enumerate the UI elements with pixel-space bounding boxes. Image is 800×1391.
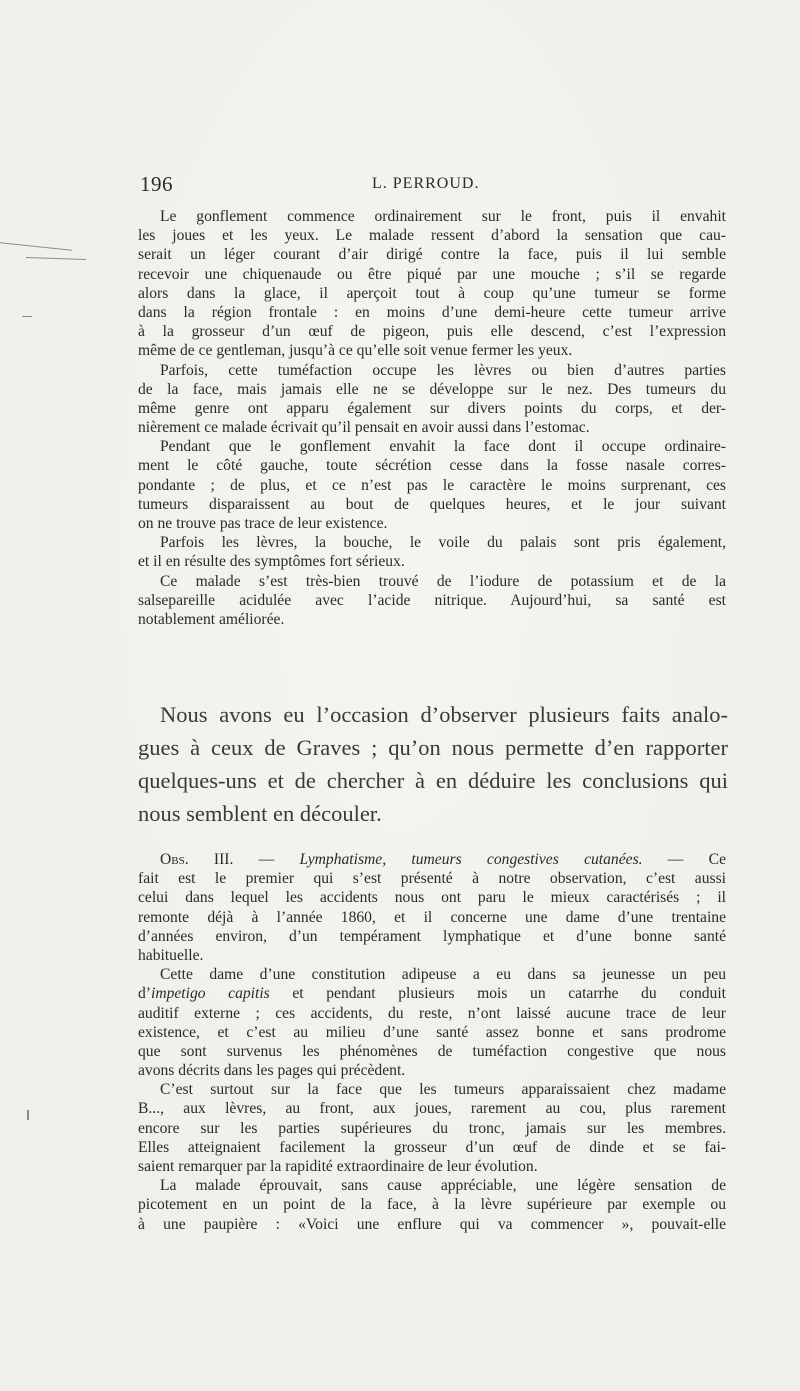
text-line: quelques-uns et de chercher à en déduire les conclusions qui	[138, 768, 728, 793]
text-line: existence, et c’est au milieu d’une santé assez bonne et sans prodrome	[138, 1023, 726, 1041]
text-line: fait est le premier qui s’est présenté à notre observation, c’est aussi	[138, 870, 726, 888]
text-line: dans la région frontale : en moins d’une demi-heure cette tumeur arrive	[138, 303, 726, 321]
impetigo-line	[138, 984, 726, 1003]
observation-dash: —	[233, 851, 300, 868]
observation-dash-continued: — Ce	[642, 851, 726, 868]
text-line: habituelle.	[138, 946, 204, 964]
text-line: salsepareille acidulée avec l’acide nitrique. Aujourd’hui, sa santé est	[138, 591, 726, 609]
text-line: Le gonflement commence ordinairement sur le front, puis il envahit	[160, 208, 726, 225]
margin-mark	[22, 316, 32, 317]
text-line: à la grosseur d’un œuf de pigeon, puis elle descend, c’est l’expression	[138, 323, 726, 341]
text-line: à une paupière : «Voici une enflure qui va commencer », pouvait-elle	[138, 1215, 726, 1233]
observation-label: Obs. III.	[160, 851, 234, 868]
text-line: Parfois les lèvres, la bouche, le voile du palais sont pris également,	[160, 534, 726, 552]
text-line: même genre ont apparu également sur divers points du corps, et der-	[138, 399, 726, 417]
text-line: Cette dame d’une constitution adipeuse a eu dans sa jeunesse un peu	[160, 966, 726, 984]
large-type-paragraph	[138, 698, 728, 830]
page-number: 196	[140, 172, 173, 196]
text-line: remonte déjà à l’année 1860, et il concerne une dame d’une trentaine	[138, 908, 726, 926]
text-line: alors dans la glace, il aperçoit tout à coup qu’une tumeur se forme	[138, 284, 726, 302]
text-line: nièrement ce malade écrivait qu’il pensait en avoir aussi dans l’estomac.	[138, 419, 590, 437]
running-title: L. PERROUD.	[372, 175, 480, 192]
text-line: ment le côté gauche, toute sécrétion cesse dans la fosse nasale corres-	[138, 457, 726, 475]
observation-title: Lymphatisme, tumeurs congestives cutanées.	[299, 851, 643, 868]
text-line: on ne trouve pas trace de leur existence.	[138, 515, 388, 532]
margin-mark	[26, 257, 86, 260]
text-line: saient remarquer par la rapidité extraordinaire de leur évolution.	[138, 1158, 538, 1175]
observation-block	[138, 850, 726, 1234]
text-line: même de ce gentleman, jusqu’à ce qu’elle soit venue fermer les yeux.	[138, 342, 573, 360]
text-line: La malade éprouvait, sans cause appréciable, une légère sensation de	[160, 1177, 726, 1195]
text-line: encore sur les parties supérieures du tronc, jamais sur les membres.	[138, 1119, 726, 1137]
text-line: tumeurs disparaissent au bout de quelques heures, et le jour suivant	[138, 495, 726, 513]
text-line: recevoir une chiquenaude ou être piqué par une mouche ; s’il se regarde	[138, 265, 726, 283]
text-line: notablement améliorée.	[138, 610, 285, 628]
text-line: pondante ; de plus, et ce n’est pas le caractère le moins surprenant, ces	[138, 476, 726, 494]
paragraph-block-1	[138, 207, 726, 629]
text-line: celui dans lequel les accidents nous ont paru le mieux caractérisés ; il	[138, 889, 726, 907]
text-line: que sont survenus les phénomènes de tuméfaction congestive que nous	[138, 1042, 726, 1060]
text-line: avons décrits dans les pages qui précèdent.	[138, 1062, 406, 1080]
text-line: gues à ceux de Graves ; qu’on nous permette d’en rapporter	[138, 735, 728, 760]
text-line: de la face, mais jamais elle ne se développe sur le nez. Des tumeurs du	[138, 380, 726, 398]
text-line: serait un léger courant d’air dirigé contre la face, puis il lui semble	[138, 246, 726, 264]
text-line: Parfois, cette tuméfaction occupe les lèvres ou bien d’autres parties	[160, 361, 726, 379]
text-line: picotement en un point de la face, à la lèvre supérieure par exemple ou	[138, 1196, 726, 1214]
margin-mark	[27, 1110, 29, 1120]
observation-heading-line	[138, 850, 726, 869]
text-line: Pendant que le gonflement envahit la face dont il occupe ordinaire-	[160, 438, 726, 456]
running-head	[140, 172, 725, 198]
margin-mark	[0, 242, 72, 251]
text-line: Nous avons eu l’occasion d’observer plusieurs faits analo-	[160, 702, 728, 727]
text-line: les joues et les yeux. Le malade ressent d’abord la sensation que cau-	[138, 227, 726, 245]
text-line: d’années environ, d’un tempérament lymphatique et d’une bonne santé	[138, 927, 726, 945]
impetigo-rest: et pendant plusieurs mois un catarrhe du conduit	[292, 985, 726, 1003]
text-line: et il en résulte des symptômes fort sérieux.	[138, 553, 405, 571]
text-line: C’est surtout sur la face que les tumeurs apparaissaient chez madame	[160, 1081, 726, 1099]
text-line: auditif externe ; ces accidents, du reste, n’ont laissé aucune trace de leur	[138, 1004, 726, 1022]
text-line: Elles atteignaient facilement la grosseur d’un œuf de dinde et se fai-	[138, 1138, 726, 1156]
text-line: nous semblent en découler.	[138, 801, 382, 826]
impetigo-term: impetigo capitis	[151, 985, 270, 1003]
text-line: B..., aux lèvres, au front, aux joues, rarement au cou, plus rarement	[138, 1100, 726, 1118]
impetigo-prefix: d’	[138, 985, 151, 1003]
text-line: Ce malade s’est très-bien trouvé de l’iodure de potassium et de la	[160, 572, 726, 590]
